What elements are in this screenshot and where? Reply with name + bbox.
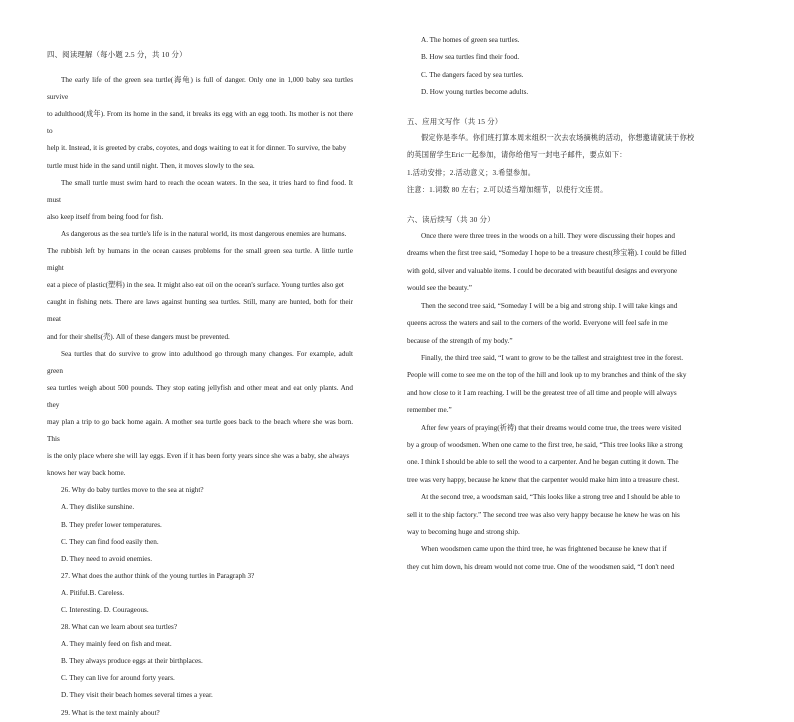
spacer [407, 200, 710, 211]
passage-line: caught in fishing nets. There are laws against hunting sea turtles. Still, many are hunted, both for their meat [47, 298, 353, 324]
story-line: dreams when the first tree said, “Someday I hope to be a treasure chest(珍宝箱). I could be filled [407, 249, 687, 258]
passage-line: turtle must hide in the sand until night. Then, it moves slowly to the sea. [47, 161, 255, 170]
section-6-title: 六、读后续写（共 30 分） [407, 214, 495, 224]
question-29: 29. What is the text mainly about? [61, 708, 160, 717]
left-column [47, 46, 353, 722]
story-line: When woodsmen came upon the third tree, he was frightened because he knew that if [421, 545, 667, 554]
passage-line: and for their shells(壳). All of these dangers must be prevented. [47, 332, 230, 341]
story-line: one. I think I should be able to sell the wood to a carpenter. And he began cutting it down. The [407, 458, 679, 467]
option: A. The homes of green sea turtles. [421, 36, 520, 44]
story-line: Finally, the third tree said, “I want to grow to be the tallest and straightest tree in the forest. [421, 353, 684, 362]
writing-prompt-line: 注意：1.词数 80 左右；2.可以适当增加细节，以使行文连贯。 [407, 186, 608, 195]
option: D. They need to avoid enemies. [61, 554, 153, 563]
story-line: with gold, silver and valuable items. I could be decorated with beautiful designs and everyone [407, 266, 678, 275]
story-line: Once there were three trees in the woods on a hill. They were discussing their hopes and [421, 232, 675, 241]
story-line: remember me.” [407, 406, 452, 415]
question-27: 27. What does the author think of the young turtles in Paragraph 3? [61, 571, 255, 580]
story-line: would see the beauty.” [407, 284, 472, 293]
story-line: People will come to see me on the top of the hill and look up to my branches and think of the sky [407, 371, 687, 380]
passage-line: sea turtles weigh about 500 pounds. They stop eating jellyfish and other meat and eat only plants. And they [47, 383, 353, 409]
option: B. How sea turtles find their food. [421, 53, 520, 62]
writing-prompt-line: 的英国留学生Eric一起参加，请你给他写一封电子邮件，要点如下： [407, 151, 627, 160]
right-column [407, 32, 710, 576]
passage-line: The small turtle must swim hard to reach the ocean waters. In the sea, it tries hard to find food. It must [47, 178, 353, 204]
passage-line: Sea turtles that do survive to grow into adulthood go through many changes. For example, adult green [47, 349, 353, 375]
story-line: by a group of woodsmen. When one came to the first tree, he said, “This tree looks like a strong [407, 440, 683, 449]
passage-line: The early life of the green sea turtle(海龟) is full of danger. Only one in 1,000 baby sea turtles survive [47, 76, 353, 102]
option: D. They visit their beach homes several times a year. [61, 691, 213, 700]
option: B. They prefer lower temperatures. [61, 520, 162, 529]
passage-line: The rubbish left by humans in the ocean causes problems for the small green sea turtle. A little turtle might [47, 247, 353, 273]
passage-line: may plan a trip to go back home again. A mother sea turtle goes back to the beach where she was born. This [47, 417, 353, 444]
spacer [47, 63, 353, 72]
option: A. Pitiful.B. Careless. [61, 588, 125, 597]
passage-line: to adulthood(成年). From its home in the sand, it breaks its egg with an egg tooth. Its mother is not there to [47, 110, 353, 136]
passage-line: is the only place where she will lay eggs. Even if it has been forty years since she was a baby, she always [47, 452, 350, 461]
passage-line: knows her way back home. [47, 469, 126, 478]
story-line: and how close to it I am reaching. I will be the greatest tree of all time and people will always [407, 388, 677, 397]
writing-prompt-line: 1.活动安排；2.活动意义；3.希望参加。 [407, 168, 536, 177]
section-5-title: 五、应用文写作（共 15 分） [407, 116, 503, 126]
question-26: 26. Why do baby turtles move to the sea at night? [61, 486, 204, 495]
option: D. How young turtles become adults. [421, 88, 529, 97]
question-28: 28. What can we learn about sea turtles? [61, 623, 178, 632]
story-line: queens across the waters and sail to the corners of the world. Everyone will feel safe in me [407, 319, 668, 328]
story-line: After few years of praying(祈祷) that their dreams would come true, the trees were visited [421, 423, 682, 432]
writing-prompt-line: 假定你是李华。你们班打算本周末组织一次去农场摘桃的活动，你想邀请就读于你校 [421, 134, 695, 143]
story-line: because of the strength of my body.” [407, 336, 513, 345]
passage-line: eat a piece of plastic(塑料) in the sea. It might also eat oil on the ocean's surface. Young turtles also get [47, 281, 344, 290]
passage-line: help it. Instead, it is greeted by crabs, coyotes, and dogs waiting to eat it for dinner. To survive, the baby [47, 144, 347, 153]
option: A. They dislike sunshine. [61, 503, 135, 512]
option: C. The dangers faced by sea turtles. [421, 70, 524, 79]
option: B. They always produce eggs at their birthplaces. [61, 657, 203, 666]
story-line: Then the second tree said, “Someday I will be a big and strong ship. I will take kings and [421, 301, 678, 310]
story-line: way to becoming huge and strong ship. [407, 527, 520, 536]
option: A. They mainly feed on fish and meat. [61, 640, 172, 649]
option: C. They can live for around forty years. [61, 674, 175, 683]
option: C. Interesting. D. Courageous. [61, 606, 149, 614]
story-line: sell it to the ship factory.” The second tree was also very happy because he knew he was on his [407, 510, 680, 519]
story-line: tree was very happy, because he knew that the carpenter would make him into a treasure chest. [407, 475, 680, 484]
story-line: they cut him down, his dream would not come true. One of the woodsmen said, “I don't need [407, 562, 675, 571]
passage-line: also keep itself from being food for fish. [47, 212, 164, 221]
passage-line: As dangerous as the sea turtle's life is in the natural world, its most dangerous enemies are humans. [61, 229, 347, 238]
section-4-title: 四、阅读理解（每小题 2.5 分，共 10 分） [47, 50, 187, 59]
story-line: At the second tree, a woodsman said, “This looks like a strong tree and I should be able to [421, 493, 681, 502]
spacer [407, 102, 710, 113]
option: C. They can find food easily then. [61, 537, 159, 546]
